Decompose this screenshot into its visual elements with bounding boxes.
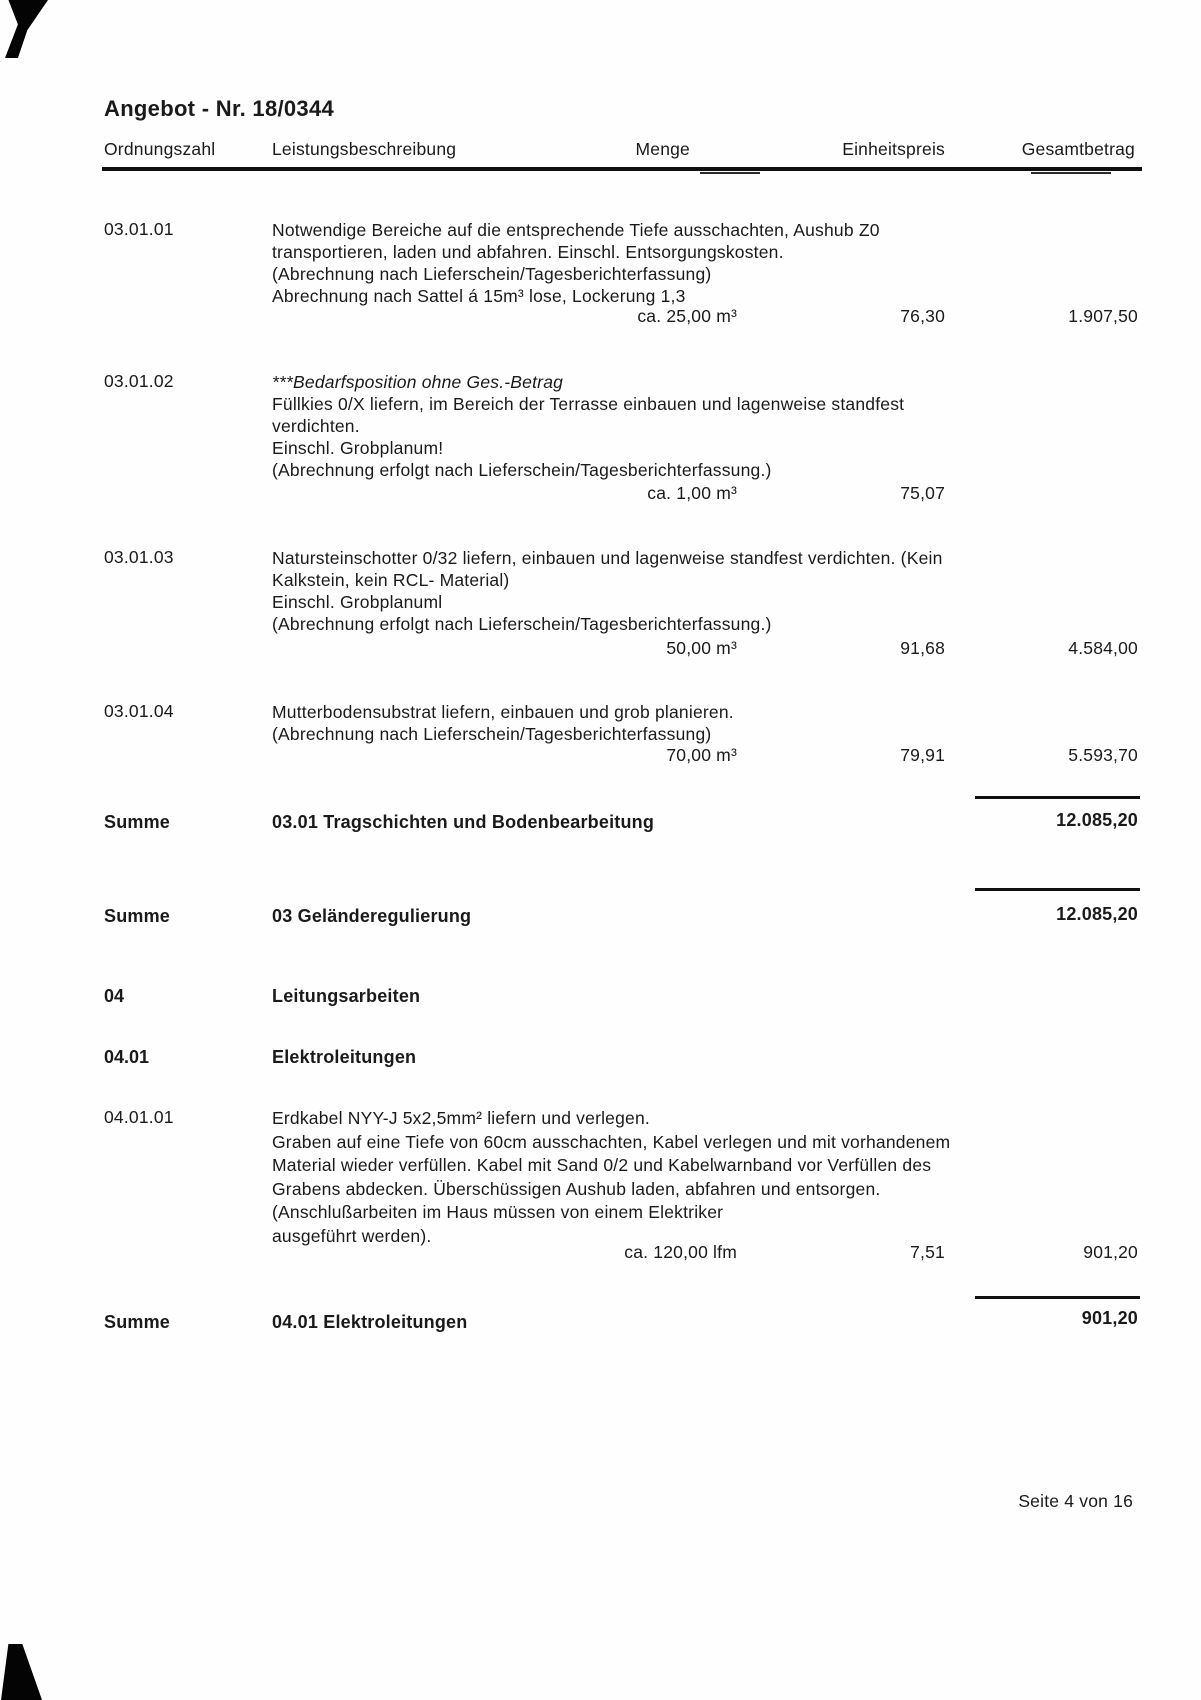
item-total: 5.593,70 [1068, 745, 1138, 765]
item-unit-price: 75,07 [900, 483, 945, 503]
item-description [272, 1107, 950, 1248]
item-total: 1.907,50 [1068, 306, 1138, 326]
item-description-line: Natursteinschotter 0/32 liefern, einbauen und lagenweise standfest verdichten. (Kein [272, 548, 943, 568]
sum-label: Summe [104, 812, 171, 832]
column-header-leistungsbeschreibung: Leistungsbeschreibung [272, 139, 457, 159]
item-description-line: Einschl. Grobplanuml [272, 592, 443, 612]
sum-description: 03.01 Tragschichten und Bodenbearbeitung [272, 812, 655, 832]
item-description-line: Erdkabel NYY-J 5x2,5mm² liefern und verlegen. [272, 1108, 650, 1128]
item-quantity: ca. 1,00 m³ [647, 483, 737, 503]
column-header-einheitspreis: Einheitspreis [842, 139, 945, 159]
item-unit-price: 7,51 [910, 1242, 945, 1262]
sum-label: Summe [104, 1312, 171, 1332]
item-quantity: ca. 120,00 lfm [624, 1242, 737, 1262]
item-description-line: ausgeführt werden). [272, 1225, 432, 1246]
scan-artifact-bottom-left [1, 1644, 42, 1700]
sum-amount: 12.085,20 [1056, 904, 1138, 924]
sum-amount: 12.085,20 [1056, 810, 1138, 830]
item-total: 901,20 [1083, 1242, 1138, 1262]
sum-description: 03 Geländeregulierung [272, 906, 472, 926]
item-description-line: (Abrechnung erfolgt nach Lieferschein/Tagesberichterfassung.) [272, 460, 772, 480]
sum-label: Summe [104, 906, 171, 926]
section-title: Leitungsarbeiten [272, 986, 421, 1006]
sum-rule [975, 796, 1140, 799]
item-description-line: verdichten. [272, 416, 360, 436]
header-rule [102, 167, 1142, 171]
item-description [272, 219, 880, 307]
item-description [272, 701, 734, 745]
item-number: 03.01.04 [104, 701, 174, 721]
item-unit-price: 79,91 [900, 745, 945, 765]
item-description-line: (Anschlußarbeiten im Haus müssen von einem Elektriker [272, 1202, 724, 1222]
item-quantity: 50,00 m³ [666, 638, 737, 658]
item-description-line: Mutterbodensubstrat liefern, einbauen und grob planieren. [272, 702, 734, 722]
item-description-line: transportieren, laden und abfahren. Einschl. Entsorgungskosten. [272, 242, 784, 262]
item-unit-price: 76,30 [900, 306, 945, 326]
sum-rule [975, 1296, 1140, 1299]
page-title: Angebot - Nr. 18/0344 [104, 96, 335, 121]
column-header-ordnungszahl: Ordnungszahl [104, 139, 216, 159]
section-title: Elektroleitungen [272, 1047, 417, 1067]
column-header-menge: Menge [635, 139, 690, 159]
item-description [272, 547, 943, 635]
scan-line-fragment [1031, 172, 1111, 174]
item-total: 4.584,00 [1068, 638, 1138, 658]
item-description-line: (Abrechnung erfolgt nach Lieferschein/Tagesberichterfassung.) [272, 614, 772, 634]
item-description-line: Abrechnung nach Sattel á 15m³ lose, Lockerung 1,3 [272, 286, 686, 306]
item-number: 03.01.03 [104, 547, 174, 567]
item-description-line: Grabens abdecken. Überschüssigen Aushub laden, abfahren und entsorgen. [272, 1178, 881, 1199]
item-description [272, 371, 904, 481]
item-description-line: Material wieder verfüllen. Kabel mit Sand 0/2 und Kabelwarnband vor Verfüllen des [272, 1155, 932, 1175]
item-quantity: 70,00 m³ [666, 745, 737, 765]
scan-line-fragment [700, 172, 760, 174]
item-description-line: Notwendige Bereiche auf die entsprechende Tiefe ausschachten, Aushub Z0 [272, 220, 880, 240]
item-unit-price: 91,68 [900, 638, 945, 658]
column-header-gesamtbetrag: Gesamtbetrag [1021, 139, 1135, 159]
sum-description: 04.01 Elektroleitungen [272, 1312, 468, 1332]
section-number: 04 [104, 986, 125, 1006]
item-description-line: (Abrechnung nach Lieferschein/Tagesberichterfassung) [272, 724, 712, 744]
item-note-line: ***Bedarfsposition ohne Ges.-Betrag [272, 372, 564, 392]
item-description-line: Kalkstein, kein RCL- Material) [272, 570, 510, 590]
item-number: 03.01.01 [104, 219, 174, 239]
item-description-line: (Abrechnung nach Lieferschein/Tagesberichterfassung) [272, 264, 712, 284]
section-number: 04.01 [104, 1047, 150, 1067]
sum-amount: 901,20 [1081, 1308, 1138, 1328]
item-description-line: Füllkies 0/X liefern, im Bereich der Terrasse einbauen und lagenweise standfest [272, 394, 905, 414]
scan-artifact-top-left [5, 0, 48, 58]
page-number: Seite 4 von 16 [1018, 1491, 1133, 1511]
item-description-line: Einschl. Grobplanum! [272, 438, 444, 458]
item-description-line: Graben auf eine Tiefe von 60cm ausschachten, Kabel verlegen und mit vorhandenem [272, 1131, 951, 1152]
item-number: 03.01.02 [104, 371, 174, 391]
item-number: 04.01.01 [104, 1107, 174, 1127]
item-quantity: ca. 25,00 m³ [637, 306, 737, 326]
sum-rule [975, 888, 1140, 891]
